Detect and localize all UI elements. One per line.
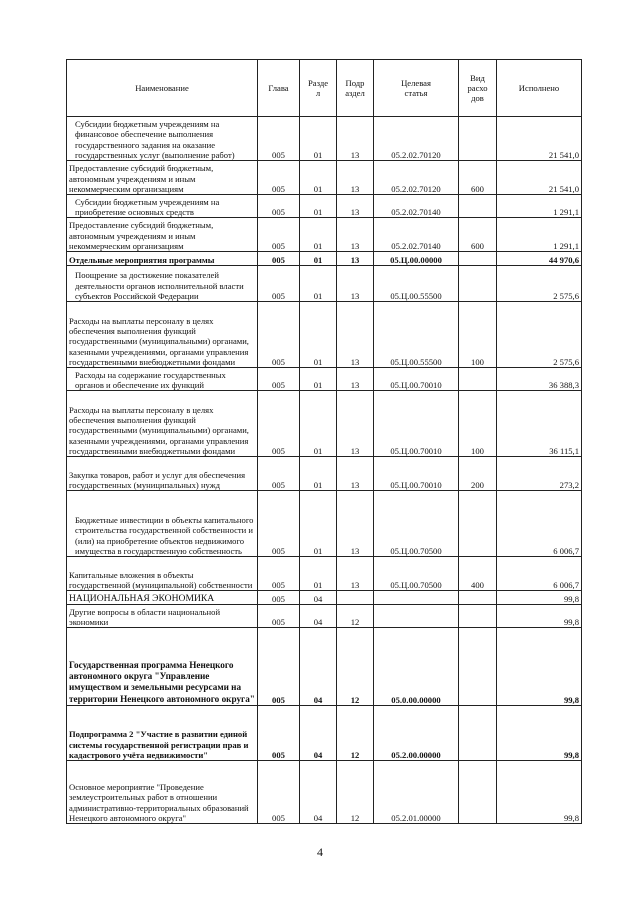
row-glava: 005 — [258, 368, 300, 391]
row-glava: 005 — [258, 628, 300, 706]
row-razdel: 01 — [300, 252, 337, 266]
row-amount: 2 575,6 — [497, 302, 582, 368]
row-razdel: 01 — [300, 117, 337, 161]
row-podrazdel: 13 — [337, 252, 374, 266]
row-vid: 400 — [459, 557, 497, 591]
row-glava: 005 — [258, 605, 300, 628]
row-glava: 005 — [258, 706, 300, 761]
row-name: Бюджетные инвестиции в объекты капитального строительства государственной собственности и (или) на приобретение объектов недвижимого имущества в государственную собственность — [67, 491, 258, 557]
row-statya: 05.2.02.70120 — [374, 117, 459, 161]
row-statya — [374, 605, 459, 628]
row-vid: 600 — [459, 161, 497, 195]
row-glava: 005 — [258, 218, 300, 252]
row-name: Расходы на выплаты персоналу в целях обеспечения выполнения функций государственными (муниципальными) органами, казенными учреждениями, органами управления государственными внебюджетными фондами — [67, 391, 258, 457]
row-amount: 36 388,3 — [497, 368, 582, 391]
row-amount: 273,2 — [497, 457, 582, 491]
row-razdel: 04 — [300, 605, 337, 628]
row-statya: 05.Ц.00.70010 — [374, 368, 459, 391]
row-vid — [459, 591, 497, 605]
row-razdel: 01 — [300, 368, 337, 391]
row-razdel: 04 — [300, 706, 337, 761]
row-podrazdel: 13 — [337, 368, 374, 391]
row-podrazdel: 13 — [337, 161, 374, 195]
row-amount: 99,8 — [497, 761, 582, 824]
header-vid: Вид расхо дов — [459, 60, 497, 117]
table-row — [67, 591, 582, 605]
table-row — [67, 391, 582, 457]
table-row — [67, 491, 582, 557]
row-name: Основное мероприятие "Проведение землеустроительных работ в отношении административно-территориальных образований Ненецкого автономного округа" — [67, 761, 258, 824]
row-amount: 44 970,6 — [497, 252, 582, 266]
row-amount: 99,8 — [497, 591, 582, 605]
table-row — [67, 266, 582, 302]
row-vid — [459, 628, 497, 706]
row-razdel: 01 — [300, 491, 337, 557]
row-razdel: 01 — [300, 457, 337, 491]
row-podrazdel: 13 — [337, 457, 374, 491]
row-glava: 005 — [258, 457, 300, 491]
row-vid — [459, 195, 497, 218]
row-vid: 100 — [459, 302, 497, 368]
row-glava: 005 — [258, 557, 300, 591]
table-row — [67, 706, 582, 761]
row-podrazdel: 13 — [337, 266, 374, 302]
row-razdel: 01 — [300, 266, 337, 302]
row-amount: 99,8 — [497, 706, 582, 761]
row-razdel: 01 — [300, 161, 337, 195]
row-name: Отдельные мероприятия программы — [67, 252, 258, 266]
row-amount: 1 291,1 — [497, 195, 582, 218]
table-row — [67, 368, 582, 391]
row-name: Предоставление субсидий бюджетным, автономным учреждениям и иным некоммерческим организациям — [67, 161, 258, 195]
table-row — [67, 457, 582, 491]
row-razdel: 01 — [300, 195, 337, 218]
row-statya: 05.Ц.00.55500 — [374, 302, 459, 368]
row-vid — [459, 368, 497, 391]
row-name: Подпрограмма 2 "Участие в развитии единой системы государственной регистрации прав и кадастрового учёта недвижимости" — [67, 706, 258, 761]
header-name: Наименование — [67, 60, 258, 117]
row-name: Другие вопросы в области национальной экономики — [67, 605, 258, 628]
row-statya: 05.0.00.00000 — [374, 628, 459, 706]
row-podrazdel: 12 — [337, 605, 374, 628]
row-amount: 21 541,0 — [497, 161, 582, 195]
row-vid: 100 — [459, 391, 497, 457]
row-glava: 005 — [258, 491, 300, 557]
row-amount: 2 575,6 — [497, 266, 582, 302]
row-glava: 005 — [258, 591, 300, 605]
row-statya: 05.Ц.00.70010 — [374, 391, 459, 457]
row-name: Предоставление субсидий бюджетным, автономным учреждениям и иным некоммерческим организациям — [67, 218, 258, 252]
table-row — [67, 218, 582, 252]
row-podrazdel: 12 — [337, 706, 374, 761]
row-amount: 99,8 — [497, 605, 582, 628]
row-statya: 05.2.02.70140 — [374, 218, 459, 252]
row-glava: 005 — [258, 252, 300, 266]
row-statya: 05.2.02.70140 — [374, 195, 459, 218]
table-row — [67, 252, 582, 266]
row-razdel: 01 — [300, 218, 337, 252]
row-statya: 05.Ц.00.70500 — [374, 557, 459, 591]
table-row — [67, 605, 582, 628]
row-glava: 005 — [258, 195, 300, 218]
row-amount: 99,8 — [497, 628, 582, 706]
table-row — [67, 557, 582, 591]
table-row — [67, 302, 582, 368]
budget-table — [66, 59, 582, 824]
table-row — [67, 628, 582, 706]
row-name: Капитальные вложения в объекты государственной (муниципальной) собственности — [67, 557, 258, 591]
row-statya: 05.2.01.00000 — [374, 761, 459, 824]
row-statya — [374, 591, 459, 605]
row-razdel: 04 — [300, 761, 337, 824]
row-name: Закупка товаров, работ и услуг для обеспечения государственных (муниципальных) нужд — [67, 457, 258, 491]
table-row — [67, 195, 582, 218]
header-statya: Целевая статья — [374, 60, 459, 117]
row-vid — [459, 117, 497, 161]
row-statya: 05.2.00.00000 — [374, 706, 459, 761]
row-podrazdel: 12 — [337, 628, 374, 706]
row-vid: 200 — [459, 457, 497, 491]
row-name: Расходы на содержание государственных органов и обеспечение их функций — [67, 368, 258, 391]
row-vid — [459, 252, 497, 266]
row-podrazdel: 13 — [337, 218, 374, 252]
row-razdel: 01 — [300, 302, 337, 368]
table-row — [67, 761, 582, 824]
row-vid — [459, 761, 497, 824]
row-podrazdel: 12 — [337, 761, 374, 824]
header-razdel: Разде л — [300, 60, 337, 117]
row-vid — [459, 266, 497, 302]
header-glava: Глава — [258, 60, 300, 117]
row-glava: 005 — [258, 391, 300, 457]
row-podrazdel: 13 — [337, 391, 374, 457]
row-podrazdel — [337, 591, 374, 605]
page-number: 4 — [317, 845, 323, 859]
row-razdel: 04 — [300, 591, 337, 605]
row-name: Субсидии бюджетным учреждениям на финансовое обеспечение выполнения государственного задания на оказание государственных услуг (выполнение работ) — [67, 117, 258, 161]
row-vid — [459, 605, 497, 628]
row-name: Расходы на выплаты персоналу в целях обеспечения выполнения функций государственными (муниципальными) органами, казенными учреждениями, органами управления государственными внебюджетными фондами — [67, 302, 258, 368]
table-row — [67, 161, 582, 195]
row-statya: 05.Ц.00.55500 — [374, 266, 459, 302]
row-podrazdel: 13 — [337, 195, 374, 218]
row-amount: 36 115,1 — [497, 391, 582, 457]
row-razdel: 01 — [300, 557, 337, 591]
row-statya: 05.Ц.00.70010 — [374, 457, 459, 491]
row-glava: 005 — [258, 761, 300, 824]
row-name: Государственная программа Ненецкого автономного округа "Управление имуществом и земельными ресурсами на территории Ненецкого автономного округа" — [67, 628, 258, 706]
header-amount: Исполнено — [497, 60, 582, 117]
row-amount: 1 291,1 — [497, 218, 582, 252]
row-amount: 6 006,7 — [497, 557, 582, 591]
row-amount: 21 541,0 — [497, 117, 582, 161]
table-row — [67, 117, 582, 161]
header-podrazdel: Подр аздел — [337, 60, 374, 117]
row-razdel: 04 — [300, 628, 337, 706]
row-statya: 05.2.02.70120 — [374, 161, 459, 195]
row-glava: 005 — [258, 117, 300, 161]
row-glava: 005 — [258, 161, 300, 195]
row-podrazdel: 13 — [337, 117, 374, 161]
row-name: Поощрение за достижение показателей деятельности органов исполнительной власти субъектов Российской Федерации — [67, 266, 258, 302]
row-name: НАЦИОНАЛЬНАЯ ЭКОНОМИКА — [67, 591, 258, 605]
row-name: Субсидии бюджетным учреждениям на приобретение основных средств — [67, 195, 258, 218]
row-podrazdel: 13 — [337, 302, 374, 368]
row-vid: 600 — [459, 218, 497, 252]
row-amount: 6 006,7 — [497, 491, 582, 557]
row-razdel: 01 — [300, 391, 337, 457]
row-podrazdel: 13 — [337, 557, 374, 591]
row-vid — [459, 706, 497, 761]
row-podrazdel: 13 — [337, 491, 374, 557]
row-glava: 005 — [258, 266, 300, 302]
table-header-row — [67, 60, 582, 117]
row-glava: 005 — [258, 302, 300, 368]
row-vid — [459, 491, 497, 557]
row-statya: 05.Ц.00.00000 — [374, 252, 459, 266]
row-statya: 05.Ц.00.70500 — [374, 491, 459, 557]
